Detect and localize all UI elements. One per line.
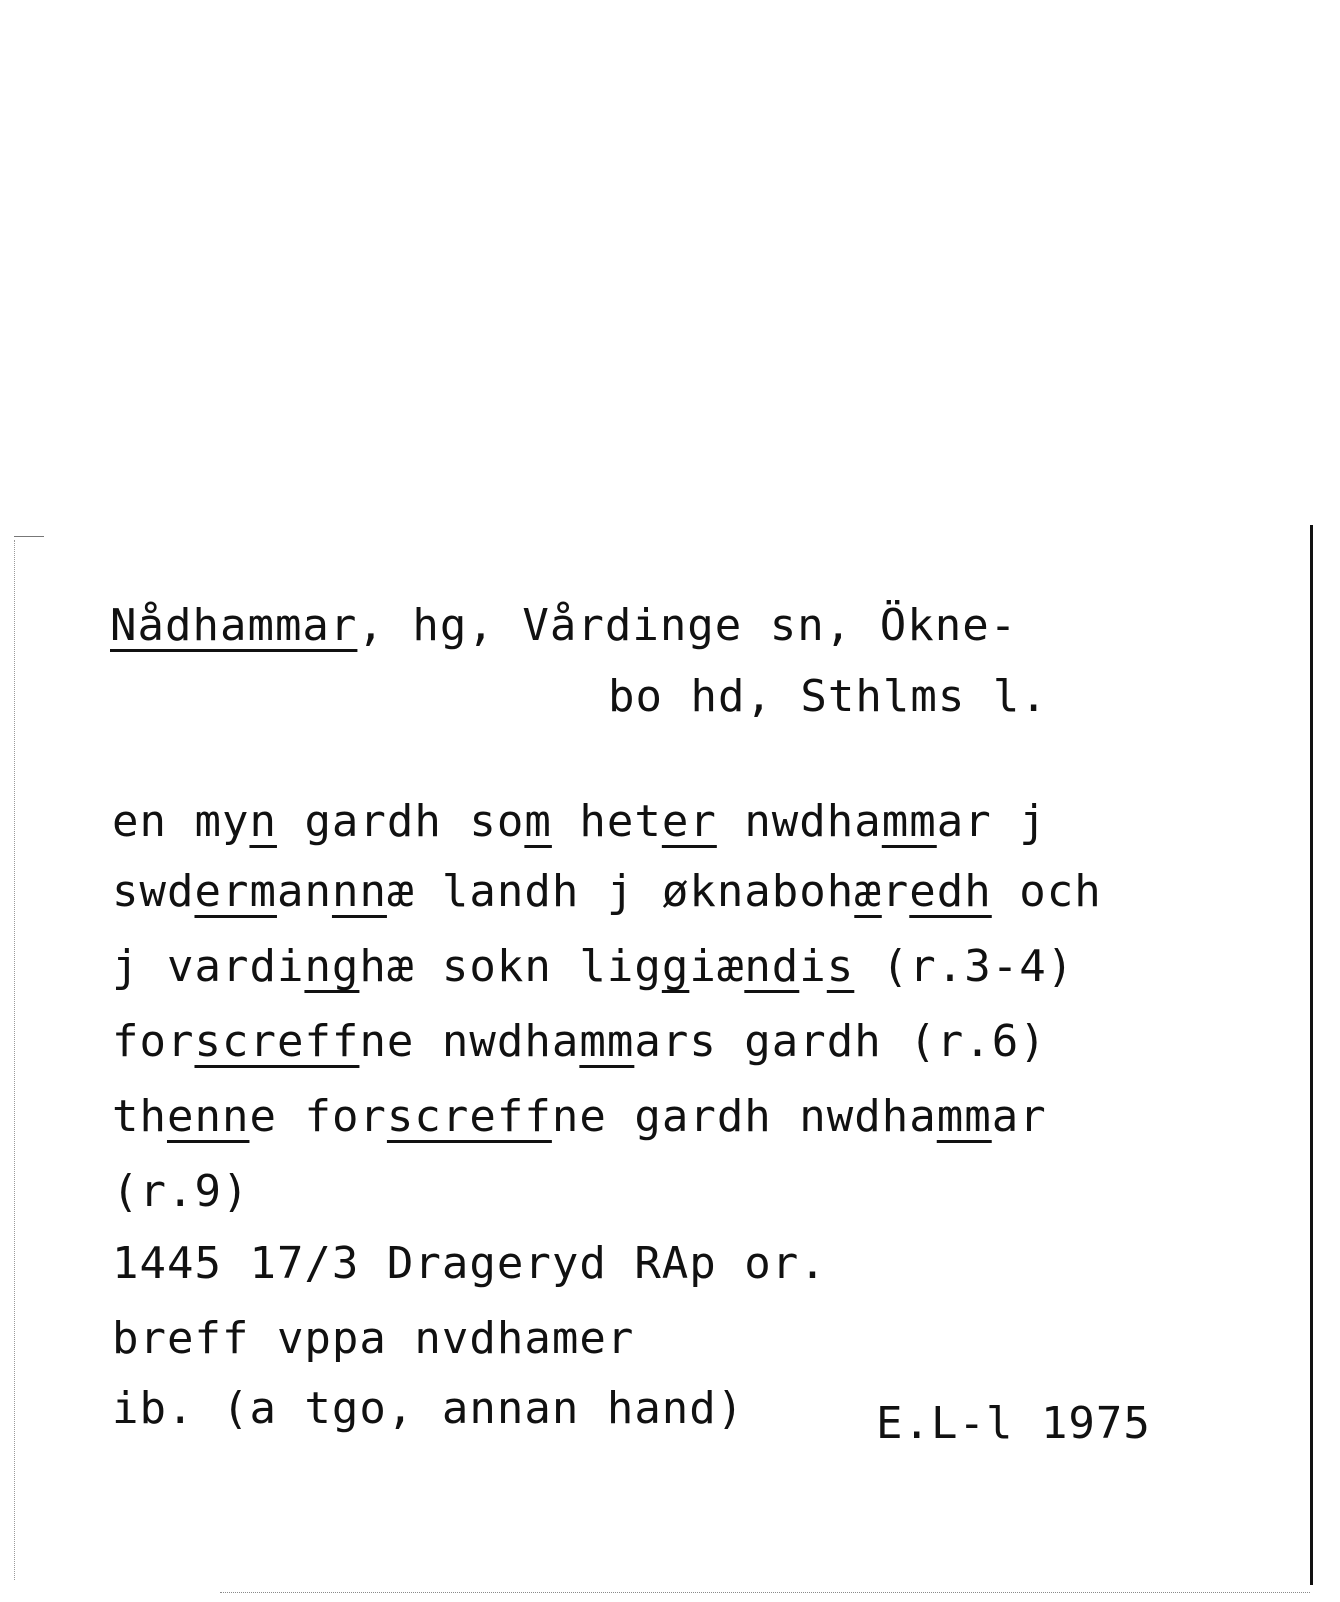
quote-line-1: en myn gardh som heter nwdhammar j — [112, 796, 1047, 847]
heading-line-1 — [110, 600, 1018, 651]
bottom-edge-dots — [220, 1592, 1310, 1593]
quote-line-4: forscreffne nwdhammars gardh (r.6) — [112, 1016, 1047, 1067]
note-line-2: ib. (a tgo, annan hand) — [112, 1383, 745, 1434]
right-edge-rule — [1310, 525, 1313, 1585]
place-name: Nådhammar — [110, 600, 358, 651]
corner-mark — [14, 536, 44, 537]
quote-line-3: j vardinghæ sokn liggiændis (r.3-4) — [112, 941, 1075, 992]
quote-line-6: (r.9) — [112, 1166, 250, 1217]
quote-line-2: swdermannnæ landh j øknabohæredh och — [112, 866, 1102, 917]
heading-line-2: bo hd, Sthlms l. — [608, 671, 1048, 722]
quote-line-5: thenne forscreffne gardh nwdhammar — [112, 1091, 1047, 1142]
left-edge-dots — [14, 540, 15, 1580]
signature: E.L-l 1975 — [876, 1398, 1151, 1449]
source-reference: 1445 17/3 Drageryd RAp or. — [112, 1238, 827, 1289]
place-description: , hg, Vårdinge sn, Ökne- — [357, 600, 1018, 651]
note-line-1: breff vppa nvdhamer — [112, 1313, 635, 1364]
